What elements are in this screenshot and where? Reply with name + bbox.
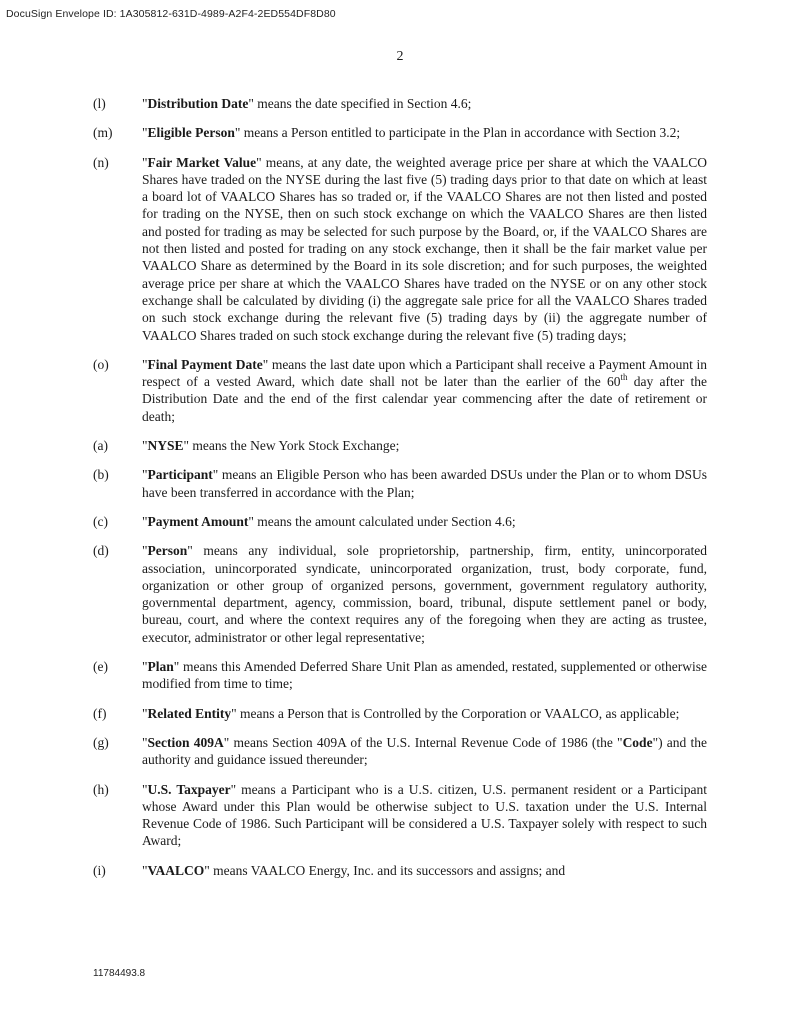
definition-letter: (c) [93, 513, 108, 529]
definition-body: means the last date upon which a Participant shall receive a Payment Amount in respect of a vested Award, which date shall not be later than the earlier of the 60 [142, 356, 707, 390]
definition-body: means the date specified in Section 4.6; [253, 96, 472, 111]
definition-text: "Eligible Person" means a Person entitled to participate in the Plan in accordance with Section 3.2; [142, 125, 681, 141]
definition-text: "VAALCO" means VAALCO Energy, Inc. and its successors and assigns; and [142, 862, 566, 878]
definition-item [93, 124, 707, 141]
definition-letter: (l) [93, 96, 106, 111]
definition-body: means, at any date, the weighted average price per share at which the VAALCO Shares have traded on the NYSE during the last five (5) trading days prior to that date on which at least a board lot of VAALCO Shares has so traded or, if the VAALCO Shares are not then listed and posted for trading on the NYSE, then on such stock exchange on which the VAALCO Shares are then listed and posted for trading as may be selected for such purpose by the Board, or, if the VAALCO Shares are not then listed and posted for trading on any stock exchange, then it shall be the fair market value per VAALCO Share as determined by the Board in its sole discretion; and for such purposes, the weighted average price per share at which the VAALCO Shares have traded on the NYSE or on any other stock exchange shall be calculated by dividing (i) the aggregate sale price for all the VAALCO Shares traded on such stock exchange during the relevant five (5) trading days by (ii) the aggregate number of VAALCO Shares traded on such stock exchange during the relevant five (5) trading days; [142, 154, 707, 343]
definition-item [93, 466, 707, 501]
ordinal-suffix: th [620, 371, 628, 382]
defined-term: Section 409A [147, 734, 224, 750]
definition-text: "Participant" means an Eligible Person who has been awarded DSUs under the Plan or to whom DSUs have been transferred in accordance with the Plan; [142, 467, 707, 500]
definitions-list [93, 95, 707, 891]
definition-text: "Payment Amount" means the amount calculated under Section 4.6; [142, 513, 516, 529]
defined-term: NYSE [147, 438, 184, 454]
definition-body: means the amount calculated under Section 4.6; [253, 513, 516, 529]
definition-text: "NYSE" means the New York Stock Exchange; [142, 438, 400, 454]
defined-term: Payment Amount [147, 513, 249, 529]
definition-text: "Person" means any individual, sole proprietorship, partnership, firm, entity, unincorporated association, unincorporated syndicate, unincorporated organization, trust, body corporate, fund, organization or other group of organized persons, government, government regulatory authority, governmental department, agency, commission, board, tribunal, dispute settlement panel or body, bureau, court, and where the context requires any of the foregoing when they are acting as trustee, executor, administrator or other legal representative; [142, 543, 707, 645]
definition-item [93, 513, 707, 530]
definition-letter: (i) [93, 862, 106, 878]
definition-item [93, 437, 707, 454]
definition-letter: (d) [93, 543, 109, 559]
definition-body: means an Eligible Person who has been awarded DSUs under the Plan or to whom DSUs have been transferred in accordance with the Plan; [142, 467, 707, 500]
definition-letter: (h) [93, 781, 109, 797]
defined-term: U.S. Taxpayer [147, 781, 231, 797]
definition-body: means a Person entitled to participate in the Plan in accordance with Section 3.2; [240, 125, 681, 141]
definition-item [93, 705, 707, 722]
definition-item [93, 154, 707, 344]
definition-item [93, 734, 707, 769]
definition-body-continued: ") and the authority and guidance issued thereunder; [142, 734, 707, 768]
definition-text: "Fair Market Value" means, at any date, the weighted average price per share at which the VAALCO Shares have traded on the NYSE during the last five (5) trading days prior to that date on which at least a board lot of VAALCO Shares has so traded or, if the VAALCO Shares are not then listed and posted for trading on the NYSE, then on such stock exchange on which the VAALCO Shares are then listed and posted for trading as may be selected for such purpose by the Board, or, if the VAALCO Shares are not then listed and posted for trading on any stock exchange, then it shall be the fair market value per VAALCO Share as determined by the Board in its sole discretion; and for such purposes, the weighted average price per share at which the VAALCO Shares have traded on the NYSE or on any other stock exchange shall be calculated by dividing (i) the aggregate sale price for all the VAALCO Shares traded on such stock exchange during the relevant five (5) trading days by (ii) the aggregate number of VAALCO Shares traded on such stock exchange during the relevant five (5) trading days; [142, 154, 707, 343]
definition-item [93, 658, 707, 693]
defined-term: Fair Market Value [147, 154, 257, 170]
definition-letter: (g) [93, 734, 109, 750]
docusign-envelope-id: DocuSign Envelope ID: 1A305812-631D-4989-A2F4-2ED554DF8D80 [6, 8, 336, 20]
definition-letter: (n) [93, 154, 109, 170]
defined-term-secondary: Code [622, 734, 653, 750]
definition-item [93, 862, 707, 879]
definition-body: means VAALCO Energy, Inc. and its successors and assigns; and [209, 862, 566, 878]
definition-text: "Related Entity" means a Person that is Controlled by the Corporation or VAALCO, as applicable; [142, 705, 680, 721]
definition-body: means a Participant who is a U.S. citizen, U.S. permanent resident or a Participant whose Award under this Plan would be otherwise subject to U.S. taxation under the U.S. Internal Revenue Code of 1986. Such Participant will be considered a U.S. Taxpayer solely with respect to such Award; [142, 781, 707, 849]
defined-term: Participant [147, 467, 213, 483]
definition-item [93, 781, 707, 850]
defined-term: Related Entity [147, 705, 232, 721]
definition-body-continued: day after the Distribution Date and the end of the first calendar year commencing after the date of retirement or death; [142, 374, 707, 424]
defined-term: Plan [147, 659, 174, 675]
defined-term: Distribution Date [147, 96, 249, 111]
defined-term: Person [147, 543, 188, 559]
definition-text: "Section 409A" means Section 409A of the U.S. Internal Revenue Code of 1986 (the "Code") and the authority and guidance issued thereunder; [142, 734, 707, 768]
definition-body: means Section 409A of the U.S. Internal Revenue Code of 1986 (the " [229, 734, 623, 750]
definition-text: "Final Payment Date" means the last date upon which a Participant shall receive a Payment Amount in respect of a vested Award, which date shall not be later than the earlier of the 60th day after the Distribution Date and the end of the first calendar year commencing after the date of retirement or death; [142, 356, 707, 424]
definition-item [93, 95, 707, 112]
definition-text: "Plan" means this Amended Deferred Share Unit Plan as amended, restated, supplemented or otherwise modified from time to time; [142, 659, 707, 692]
defined-term: Final Payment Date [147, 356, 263, 372]
definition-item [93, 356, 707, 425]
definition-letter: (o) [93, 356, 109, 372]
definition-body: means the New York Stock Exchange; [189, 438, 400, 454]
definition-body: means any individual, sole proprietorship, partnership, firm, entity, unincorporated association, unincorporated syndicate, unincorporated organization, trust, body corporate, fund, organization or other group of organized persons, government, government regulatory authority, governmental department, agency, commission, board, tribunal, dispute settlement panel or body, bureau, court, and where the context requires any of the foregoing when they are acting as trustee, executor, administrator or other legal representative; [142, 543, 707, 645]
definition-text: "U.S. Taxpayer" means a Participant who is a U.S. citizen, U.S. permanent resident or a Participant whose Award under this Plan would be otherwise subject to U.S. taxation under the U.S. Internal Revenue Code of 1986. Such Participant will be considered a U.S. Taxpayer solely with respect to such Award; [142, 781, 707, 849]
document-footer-code: 11784493.8 [93, 968, 146, 979]
definition-letter: (f) [93, 705, 107, 721]
definition-letter: (e) [93, 659, 108, 675]
defined-term: Eligible Person [147, 125, 235, 141]
defined-term: VAALCO [147, 862, 205, 878]
definition-letter: (a) [93, 438, 108, 454]
page-number: 2 [396, 49, 404, 64]
definition-letter: (b) [93, 467, 109, 483]
definition-text: "Distribution Date" means the date specified in Section 4.6; [142, 96, 472, 111]
definition-body: means a Person that is Controlled by the Corporation or VAALCO, as applicable; [236, 705, 680, 721]
definition-letter: (m) [93, 125, 113, 141]
definition-item [93, 542, 707, 646]
definition-body: means this Amended Deferred Share Unit Plan as amended, restated, supplemented or otherwise modified from time to time; [142, 659, 707, 692]
